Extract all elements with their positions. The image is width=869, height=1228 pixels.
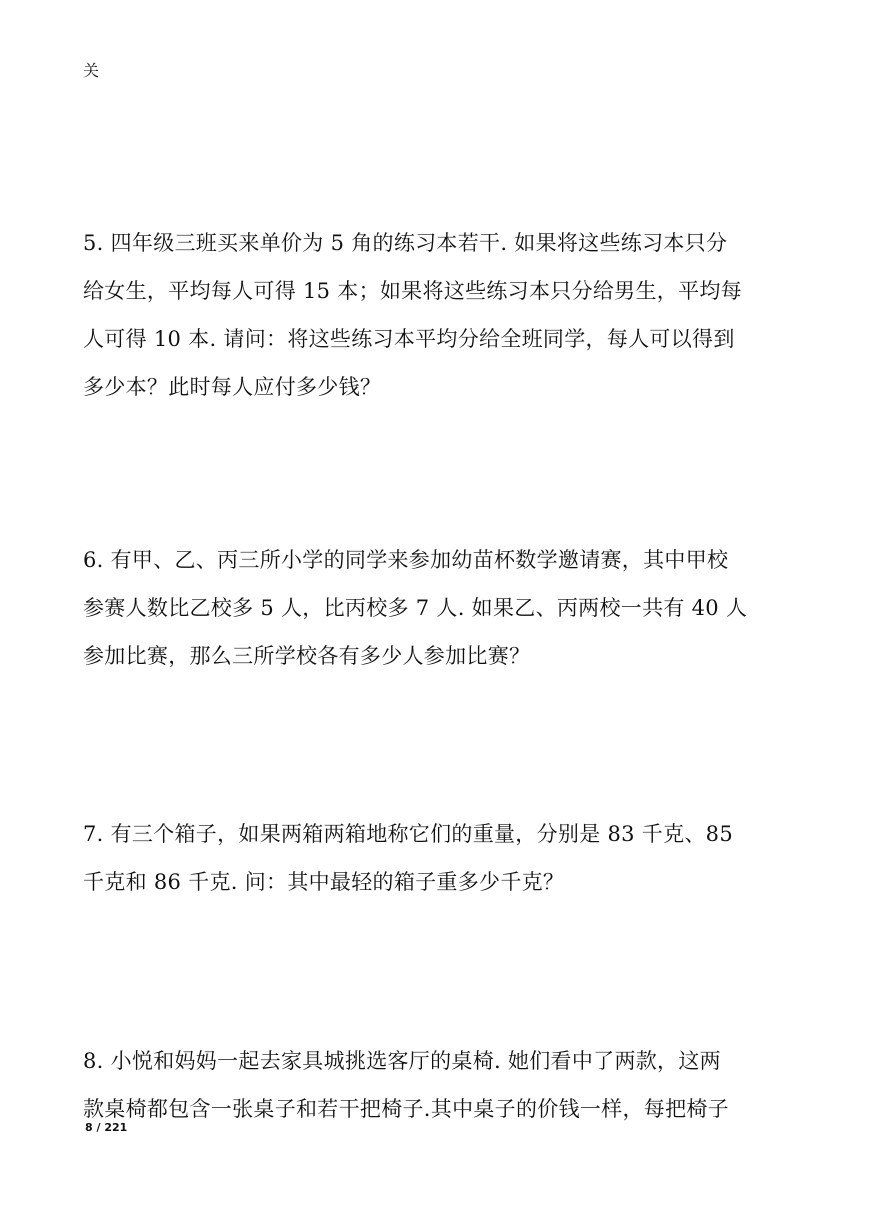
- problem-5-line-2: 给女生，平均每人可得 15 本；如果将这些练习本只分给男生，平均每: [83, 279, 742, 303]
- problem-5-line-1: 5. 四年级三班买来单价为 5 角的练习本若干. 如果将这些练习本只分: [83, 231, 728, 255]
- problem-7: [83, 810, 795, 906]
- problem-7-line-2: 千克和 86 千克. 问：其中最轻的箱子重多少千克？: [83, 870, 565, 894]
- problem-6: [83, 536, 795, 680]
- page-number: 8 / 221: [85, 1121, 128, 1134]
- problem-6-line-1: 6. 有甲、乙、丙三所小学的同学来参加幼苗杯数学邀请赛，其中甲校: [83, 548, 729, 572]
- problem-5-line-4: 多少本？此时每人应付多少钱？: [83, 375, 382, 399]
- problem-6-line-3: 参加比赛，那么三所学校各有多少人参加比赛？: [83, 644, 531, 668]
- problem-5-line-3: 人可得 10 本. 请问：将这些练习本平均分给全班同学，每人可以得到: [83, 327, 735, 351]
- problem-6-line-2: 参赛人数比乙校多 5 人，比丙校多 7 人. 如果乙、丙两校一共有 40 人: [83, 596, 748, 620]
- problem-5: [83, 219, 795, 411]
- problem-8: [83, 1037, 795, 1133]
- problem-8-line-2: 款桌椅都包含一张桌子和若干把椅子.其中桌子的价钱一样，每把椅子: [83, 1097, 729, 1121]
- header-fragment: 关: [83, 61, 100, 80]
- problem-8-line-1: 8. 小悦和妈妈一起去家具城挑选客厅的桌椅. 她们看中了两款，这两: [83, 1049, 721, 1073]
- problem-7-line-1: 7. 有三个箱子，如果两箱两箱地称它们的重量，分别是 83 千克、85: [83, 822, 734, 846]
